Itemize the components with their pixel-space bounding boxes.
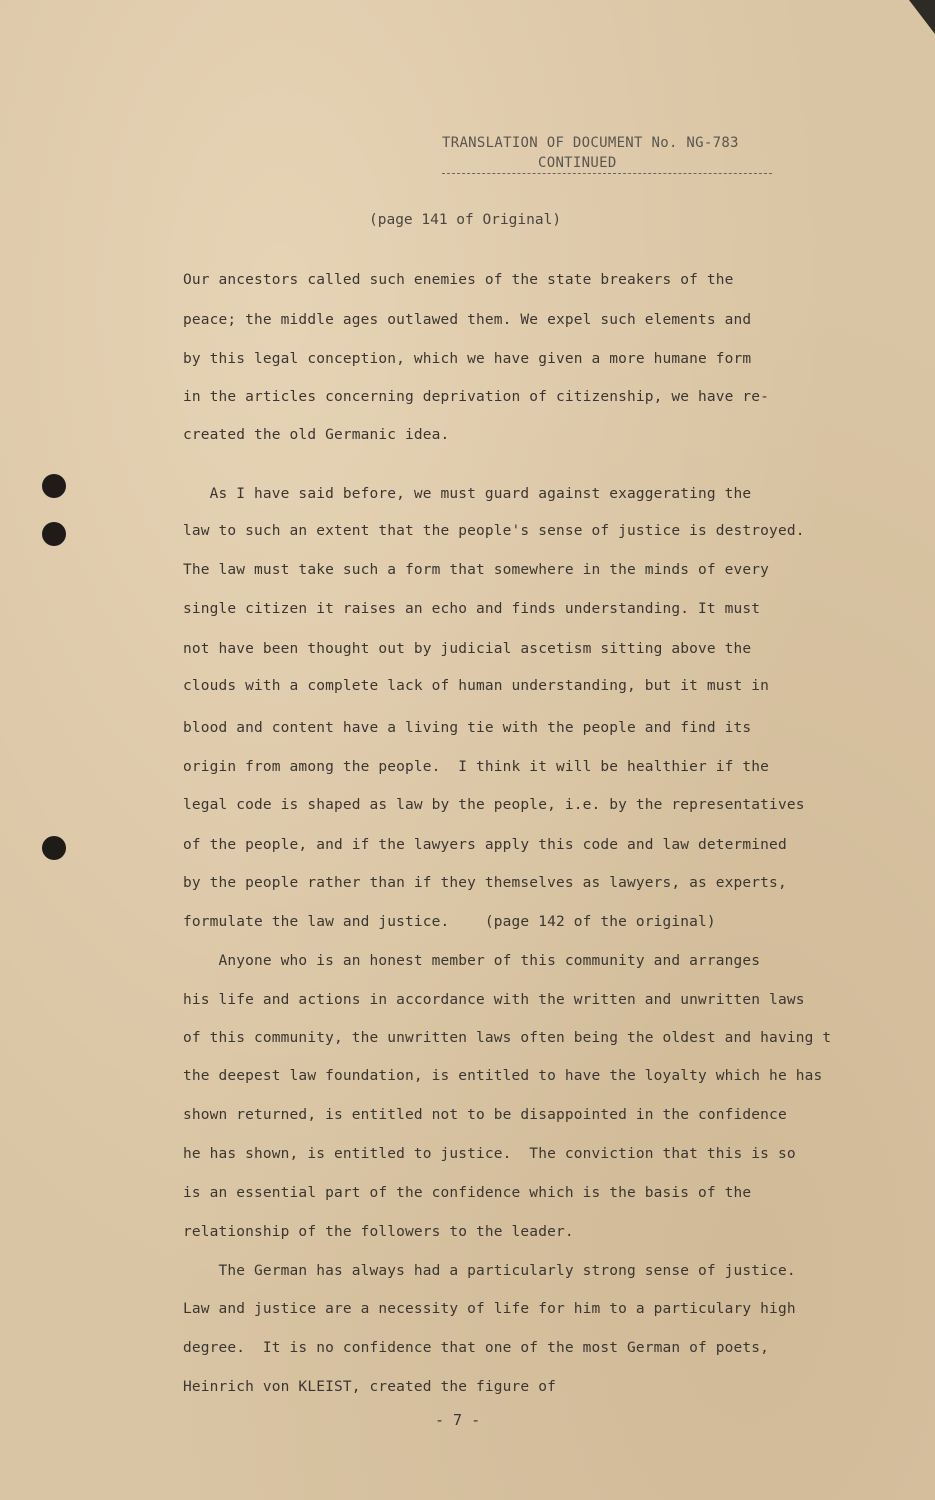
text-line: origin from among the people. I think it will be healthier if the xyxy=(183,759,770,775)
header-continued: CONTINUED xyxy=(442,153,772,174)
text-line: legal code is shaped as law by the people, i.e. by the representatives xyxy=(183,797,805,813)
punch-hole-top xyxy=(42,474,66,498)
text-line: the deepest law foundation, is entitled to have the loyalty which he has xyxy=(183,1068,823,1084)
text-line: Anyone who is an honest member of this community and arranges xyxy=(183,953,761,969)
text-line: law to such an extent that the people's sense of justice is destroyed. xyxy=(183,523,805,539)
text-line: The German has always had a particularly strong sense of justice. xyxy=(183,1263,796,1279)
text-line: of the people, and if the lawyers apply this code and law determined xyxy=(183,837,787,853)
text-line: shown returned, is entitled not to be disappointed in the confidence xyxy=(183,1107,787,1123)
punch-hole-bottom xyxy=(42,836,66,860)
text-line: of this community, the unwritten laws often being the oldest and having t xyxy=(183,1030,832,1046)
text-line: The law must take such a form that somewhere in the minds of every xyxy=(183,562,770,578)
text-line: formulate the law and justice. (page 142 of the original) xyxy=(183,914,716,930)
text-line: he has shown, is entitled to justice. The conviction that this is so xyxy=(183,1146,796,1162)
text-line: Our ancestors called such enemies of the state breakers of the xyxy=(183,272,734,288)
text-line: by this legal conception, which we have given a more humane form xyxy=(183,351,752,367)
page-number: - 7 - xyxy=(435,1411,481,1429)
text-line: clouds with a complete lack of human understanding, but it must in xyxy=(183,678,770,694)
text-line: by the people rather than if they themselves as lawyers, as experts, xyxy=(183,875,787,891)
text-line: in the articles concerning deprivation of citizenship, we have re- xyxy=(183,389,770,405)
text-line: blood and content have a living tie with the people and find its xyxy=(183,720,752,736)
document-header xyxy=(442,133,772,174)
folded-page-corner xyxy=(909,0,935,34)
text-line: peace; the middle ages outlawed them. We expel such elements and xyxy=(183,312,752,328)
text-line: not have been thought out by judicial ascetism sitting above the xyxy=(183,641,752,657)
text-line: is an essential part of the confidence which is the basis of the xyxy=(183,1185,752,1201)
text-line: his life and actions in accordance with the written and unwritten laws xyxy=(183,992,805,1008)
text-line: degree. It is no confidence that one of the most German of poets, xyxy=(183,1340,770,1356)
text-line: Law and justice are a necessity of life for him to a particulary high xyxy=(183,1301,796,1317)
punch-hole-middle xyxy=(42,522,66,546)
text-line: single citizen it raises an echo and finds understanding. It must xyxy=(183,601,761,617)
text-line: created the old Germanic idea. xyxy=(183,427,450,443)
text-line: As I have said before, we must guard against exaggerating the xyxy=(183,486,752,502)
text-line: relationship of the followers to the leader. xyxy=(183,1224,574,1240)
page-reference: (page 141 of Original) xyxy=(369,212,562,228)
header-title: TRANSLATION OF DOCUMENT No. NG-783 xyxy=(442,135,739,151)
text-line: Heinrich von KLEIST, created the figure of xyxy=(183,1379,556,1395)
